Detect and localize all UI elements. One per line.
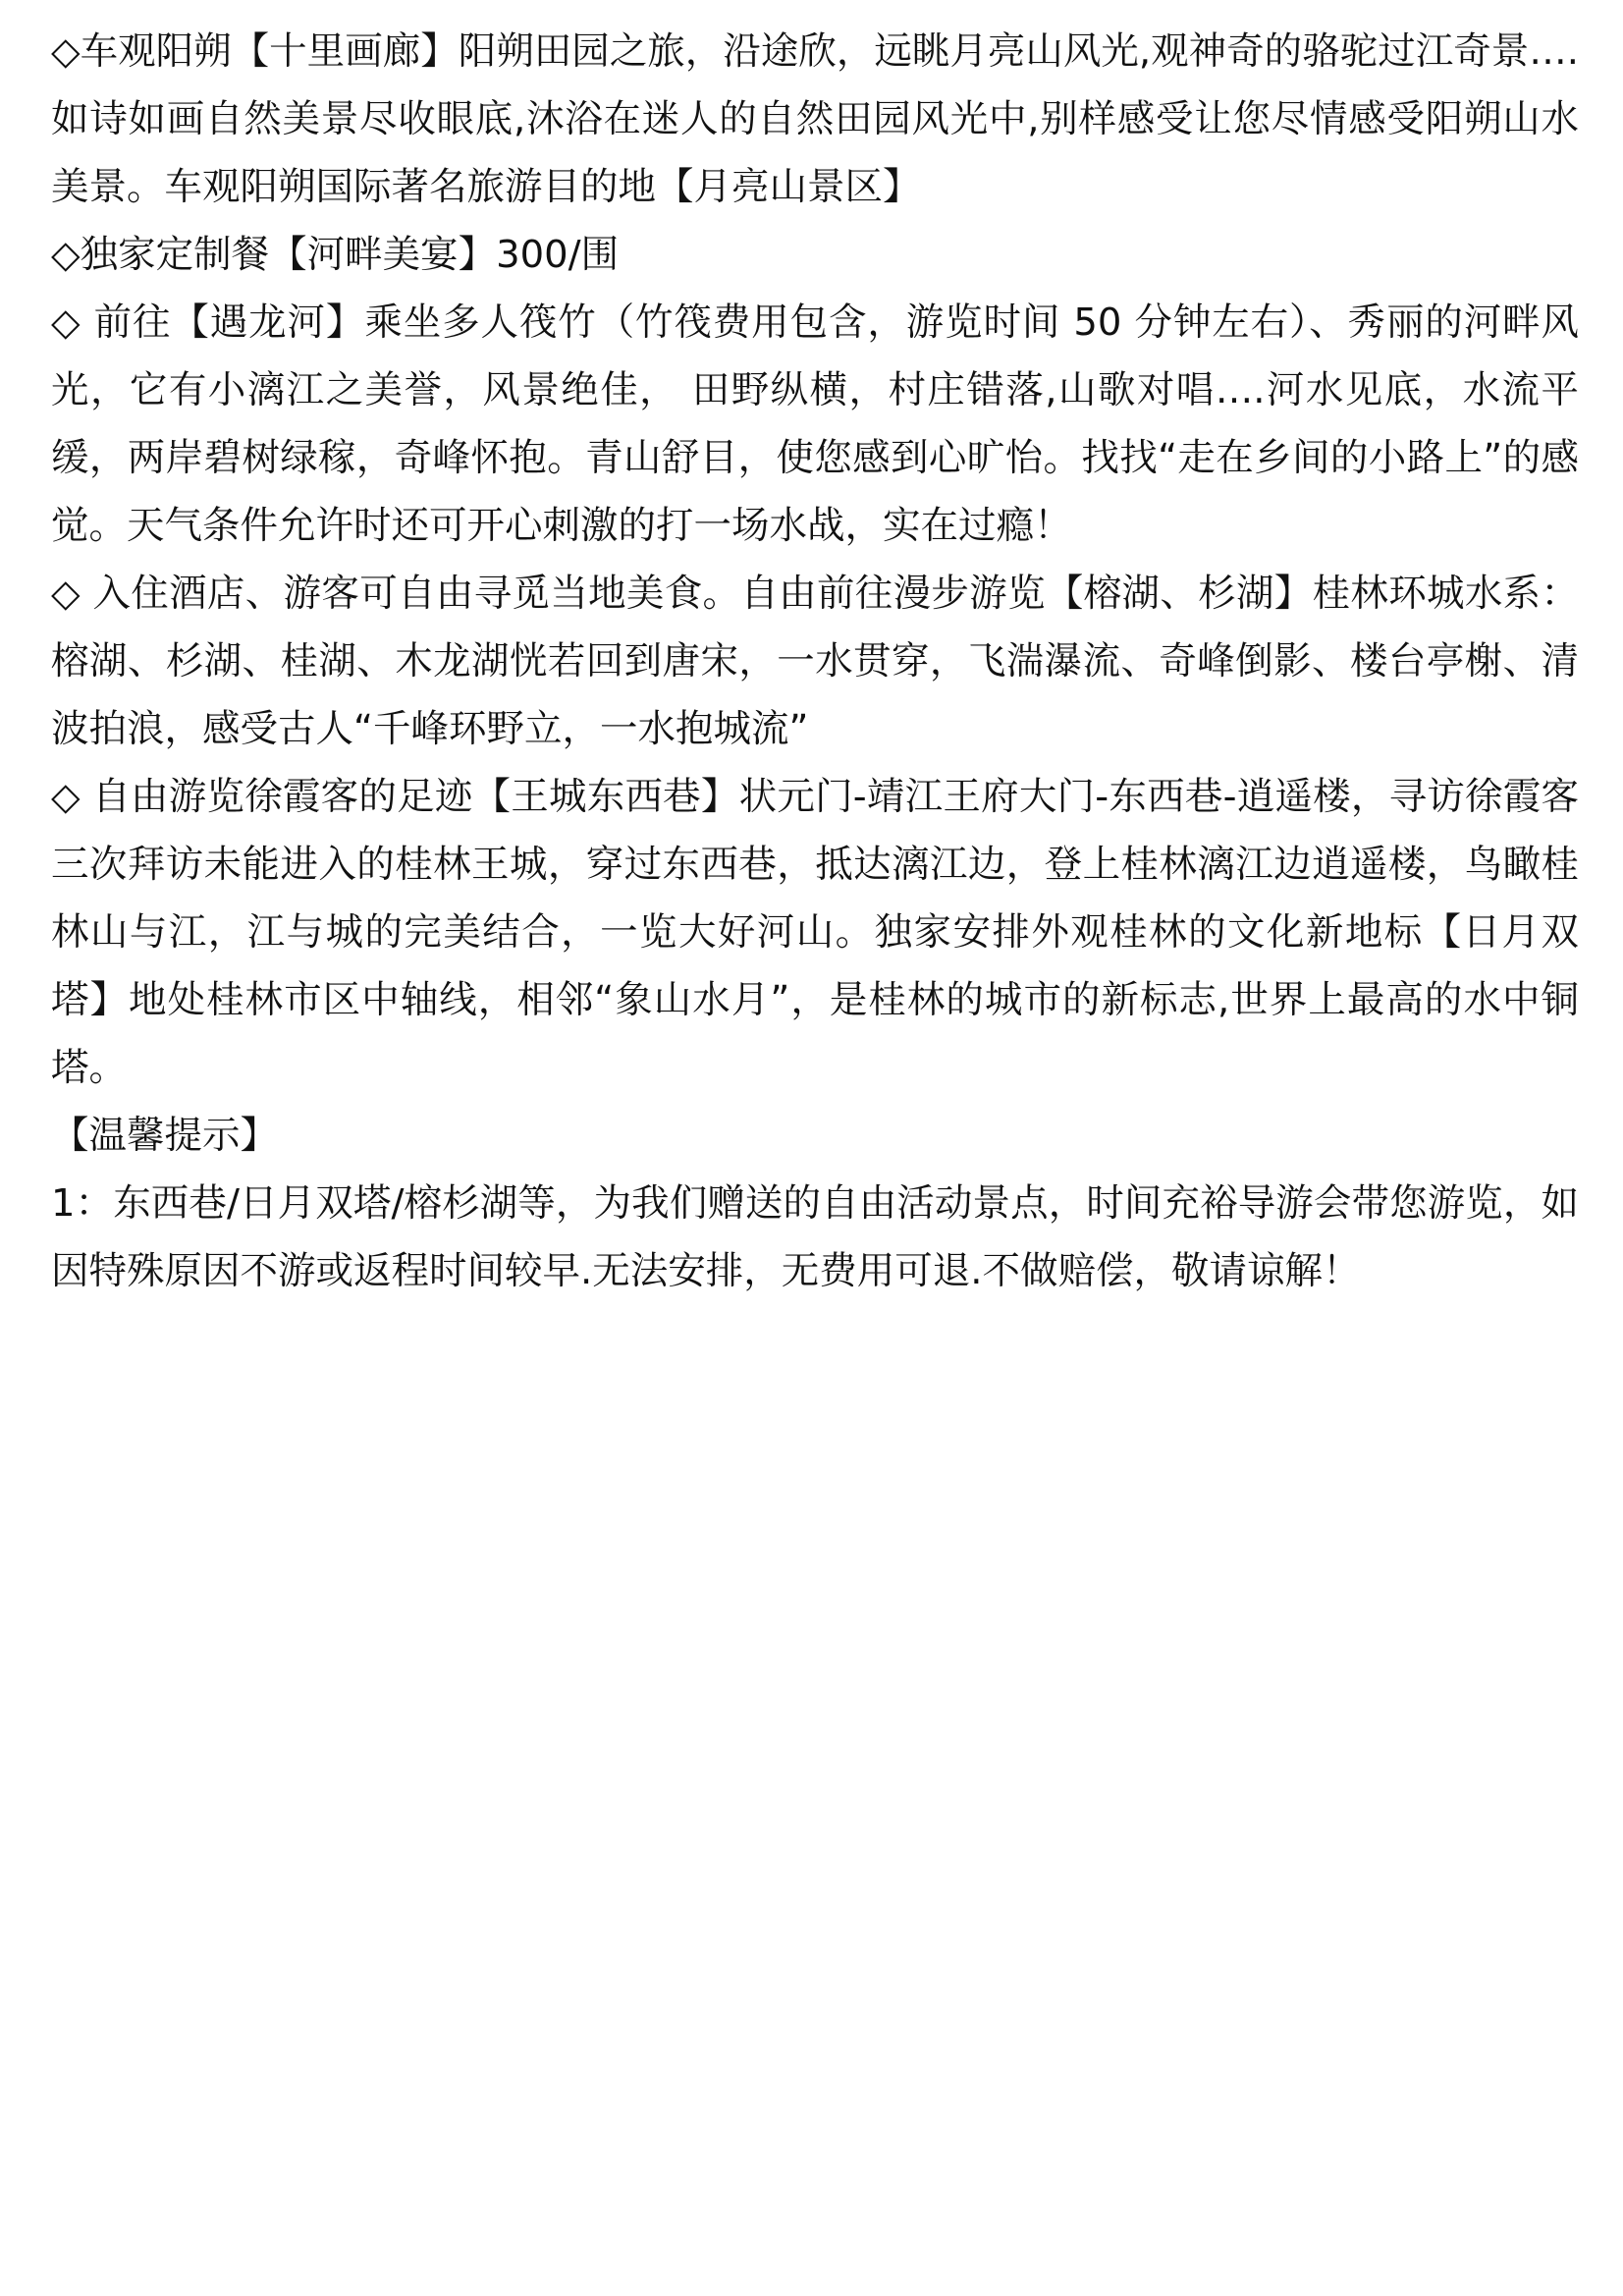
section-heading-tips: 【温馨提示】 [51, 1114, 279, 1158]
paragraph-tip-1: 1：东西巷/日月双塔/榕杉湖等，为我们赠送的自由活动景点，时间充裕导游会带您游览，如因特殊原因不游或返程时间较早.无法安排，无费用可退.不做赔偿，敬请谅解！ [51, 1181, 1579, 1293]
paragraph-wangcheng-alley: ◇ 自由游览徐霞客的足迹【王城东西巷】状元门-靖江王府大门-东西巷-逍遥楼，寻访徐霞客三次拜访未能进入的桂林王城，穿过东西巷，抵达漓江边，登上桂林漓江边逍遥楼，鸟瞰桂林山与江，江与城的完美结合，一览大好河山。独家安排外观桂林的文化新地标【日月双塔】地处桂林市区中轴线，相邻“象山水月”，是桂林的城市的新标志,世界上最高的水中铜塔。 [51, 775, 1579, 1090]
document-page [51, 18, 1579, 1305]
paragraph-yangshuo-countryside: ◇车观阳朔【十里画廊】阳朔田园之旅，沿途欣，远眺月亮山风光,观神奇的骆驼过江奇景….如诗如画自然美景尽收眼底,沐浴在迷人的自然田园风光中,别样感受让您尽情感受阳朔山水美景。车观阳朔国际著名旅游目的地【月亮山景区】 [51, 29, 1579, 209]
paragraph-riverside-banquet: ◇独家定制餐【河畔美宴】300/围 [51, 233, 620, 277]
paragraph-yulong-river-rafting: ◇ 前往【遇龙河】乘坐多人筏竹（竹筏费用包含，游览时间 50 分钟左右）、秀丽的河畔风光，它有小漓江之美誉，风景绝佳， 田野纵横，村庄错落,山歌对唱….河水见底，水流平缓，两岸碧树绿稼，奇峰怀抱。青山舒目，使您感到心旷怡。找找“走在乡间的小路上”的感觉。天气条件允许时还可开心刺激的打一场水战，实在过瘾！ [51, 301, 1579, 548]
paragraph-hotel-and-lakes: ◇ 入住酒店、游客可自由寻觅当地美食。自由前往漫步游览【榕湖、杉湖】桂林环城水系：榕湖、杉湖、桂湖、木龙湖恍若回到唐宋，一水贯穿，飞湍瀑流、奇峰倒影、楼台亭榭、清波拍浪，感受古人“千峰环野立，一水抱城流” [51, 572, 1579, 751]
